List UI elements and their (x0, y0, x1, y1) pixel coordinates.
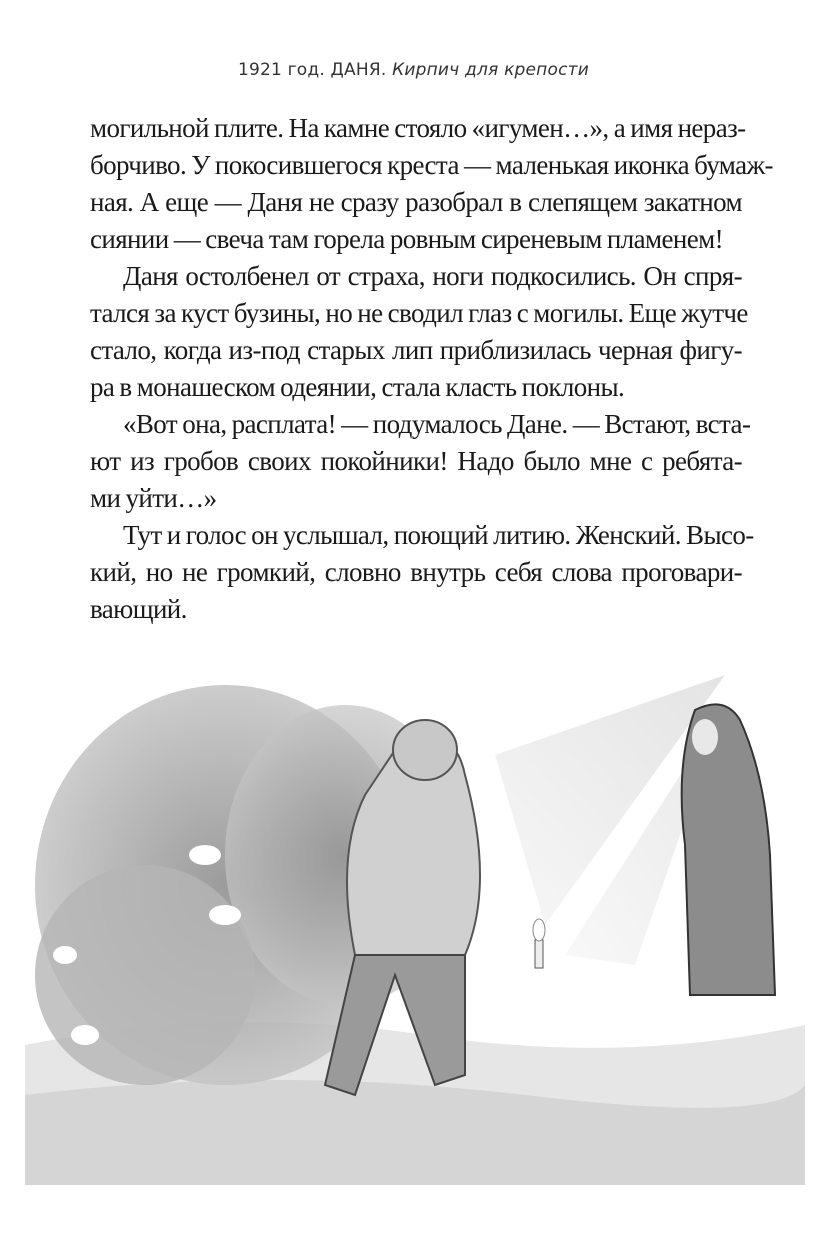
text-line: ми уйти…» (90, 483, 217, 513)
running-header (0, 60, 827, 80)
text-line: стало, когда из-под старых лип приблизилась черная фигу- (90, 335, 742, 365)
text-line: вающий. (90, 594, 187, 624)
nun-figure (682, 704, 775, 995)
text-line: борчиво. У покосившегося креста — маленькая иконка бумаж- (90, 150, 773, 180)
candle (533, 919, 545, 968)
text-line: «Вот она, расплата! — подумалось Дане. — Встают, вста- (123, 409, 751, 439)
text-line: ная. А еще — Даня не сразу разобрал в слепящем закатном (90, 187, 742, 217)
text-line: Тут и голос он услышал, поющий литию. Женский. Высо- (123, 520, 754, 550)
text-line: кий, но не громкий, словно внутрь себя слова проговари- (90, 557, 742, 587)
text-line: сиянии — свеча там горела ровным сиреневым пламенем! (90, 224, 723, 254)
text-line: ра в монашеском одеянии, стала класть поклоны. (90, 372, 625, 402)
pencil-illustration (25, 625, 805, 1185)
header-chapter: Кирпич для крепости (392, 60, 589, 80)
header-title: 1921 год. ДАНЯ. (238, 60, 387, 80)
text-line: Даня остолбенел от страха, ноги подкосились. Он спря- (123, 261, 742, 291)
text-line: могильной плите. На камне стояло «игумен…», а имя нераз- (90, 113, 746, 143)
text-line: тался за куст бузины, но не сводил глаз с могилы. Еще жутче (90, 298, 748, 328)
body-text (90, 110, 773, 628)
text-line: ют из гробов своих покойники! Надо было мне с ребята- (90, 446, 742, 476)
